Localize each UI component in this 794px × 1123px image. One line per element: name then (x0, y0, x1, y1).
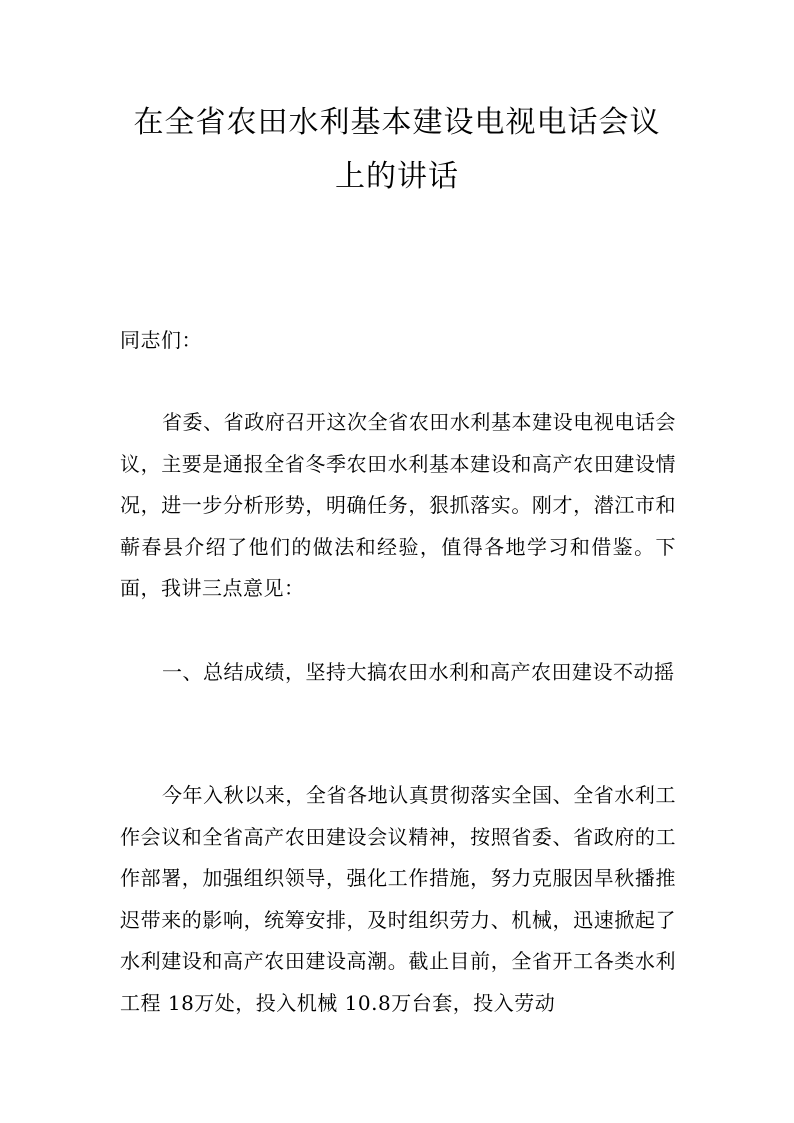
section-1-paragraph: 今年入秋以来，全省各地认真贯彻落实全国、全省水利工作会议和全省高产农田建设会议精神，按照省委、省政府的工作部署，加强组织领导，强化工作措施，努力克服因旱秋播推迟带来的影响，统筹安排，及时组织劳力、机械，迅速掀起了水利建设和高产农田建设高潮。截止目前，全省开工各类水利工程 18万处，投入机械 10.8万台套，投入劳动 (120, 783, 676, 1015)
document-title (110, 96, 684, 204)
title-line-1: 在全省农田水利基本建设电视电话会议 (133, 105, 661, 140)
title-line-2: 上的讲话 (335, 159, 459, 194)
opening-paragraph: 省委、省政府召开这次全省农田水利基本建设电视电话会议，主要是通报全省冬季农田水利基本建设和高产农田建设情况，进一步分析形势，明确任务，狠抓落实。刚才，潜江市和蕲春县介绍了他们的做法和经验，值得各地学习和借鉴。下面，我讲三点意见： (120, 410, 676, 600)
salutation: 同志们： (120, 328, 202, 352)
section-heading-1: 一、总结成绩，坚持大搞农田水利和高产农田建设不动摇 (162, 660, 675, 684)
